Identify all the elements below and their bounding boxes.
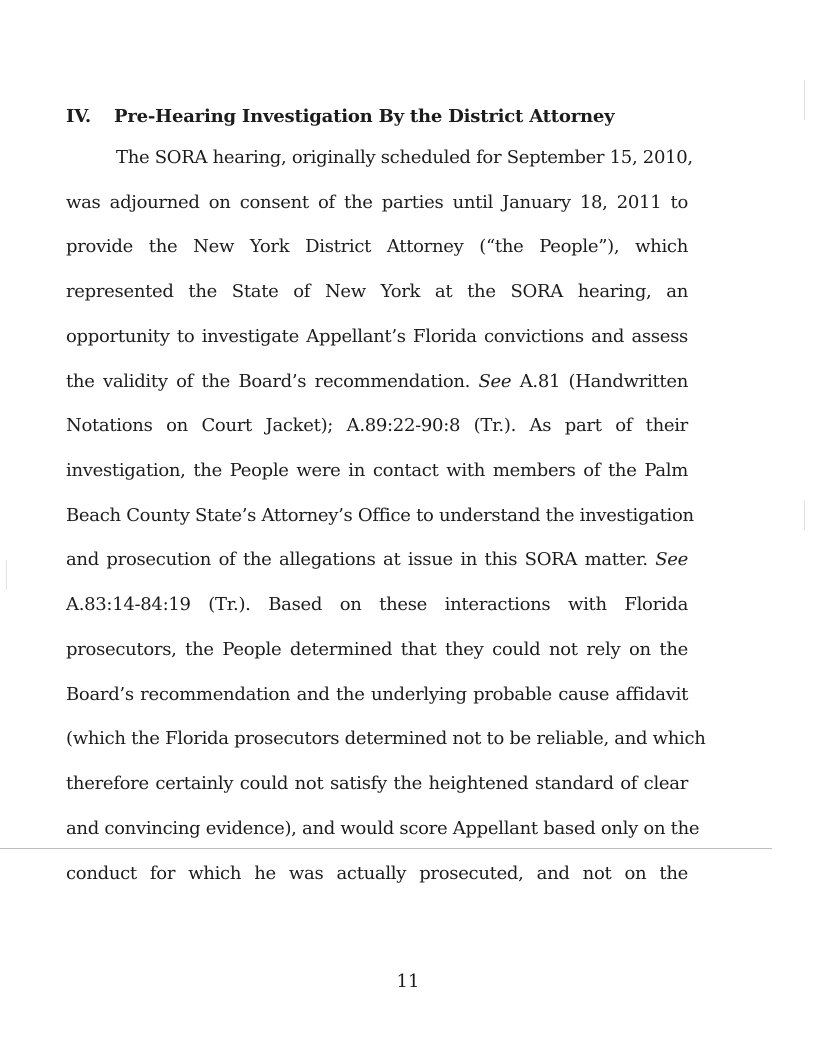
section-number: IV. xyxy=(66,106,91,127)
body-line: was adjourned on consent of the parties until January 18, 2011 to xyxy=(66,192,688,213)
page-number: 11 xyxy=(396,971,420,992)
body-line: The SORA hearing, originally scheduled for September 15, 2010, xyxy=(116,147,693,168)
scan-artifact xyxy=(804,500,805,530)
body-line: Beach County State’s Attorney’s Office to understand the investigation xyxy=(66,505,694,526)
body-line: provide the New York District Attorney (“the People”), which xyxy=(66,236,688,257)
scan-divider-line xyxy=(0,848,772,849)
body-line: therefore certainly could not satisfy the heightened standard of clear xyxy=(66,773,688,794)
section-heading xyxy=(66,106,614,127)
body-line: (which the Florida prosecutors determined not to be reliable, and which xyxy=(66,728,706,749)
citation-signal: See xyxy=(655,549,688,570)
body-line: and prosecution of the allegations at issue in this SORA matter. See xyxy=(66,549,688,570)
scan-artifact xyxy=(804,80,805,120)
section-title: Pre-Hearing Investigation By the District Attorney xyxy=(114,106,615,127)
body-line: Board’s recommendation and the underlying probable cause affidavit xyxy=(66,684,688,705)
body-line: the validity of the Board’s recommendation. See A.81 (Handwritten xyxy=(66,371,688,392)
body-line: investigation, the People were in contact with members of the Palm xyxy=(66,460,688,481)
body-line: prosecutors, the People determined that they could not rely on the xyxy=(66,639,688,660)
citation-signal: See xyxy=(478,371,512,392)
body-line: and convincing evidence), and would score Appellant based only on the xyxy=(66,818,700,839)
body-line: Notations on Court Jacket); A.89:22-90:8 (Tr.). As part of their xyxy=(66,415,688,436)
body-line: A.83:14-84:19 (Tr.). Based on these interactions with Florida xyxy=(66,594,688,615)
body-line: opportunity to investigate Appellant’s Florida convictions and assess xyxy=(66,326,688,347)
body-line: conduct for which he was actually prosecuted, and not on the xyxy=(66,863,688,884)
scan-artifact xyxy=(6,560,7,590)
body-line: represented the State of New York at the SORA hearing, an xyxy=(66,281,688,302)
